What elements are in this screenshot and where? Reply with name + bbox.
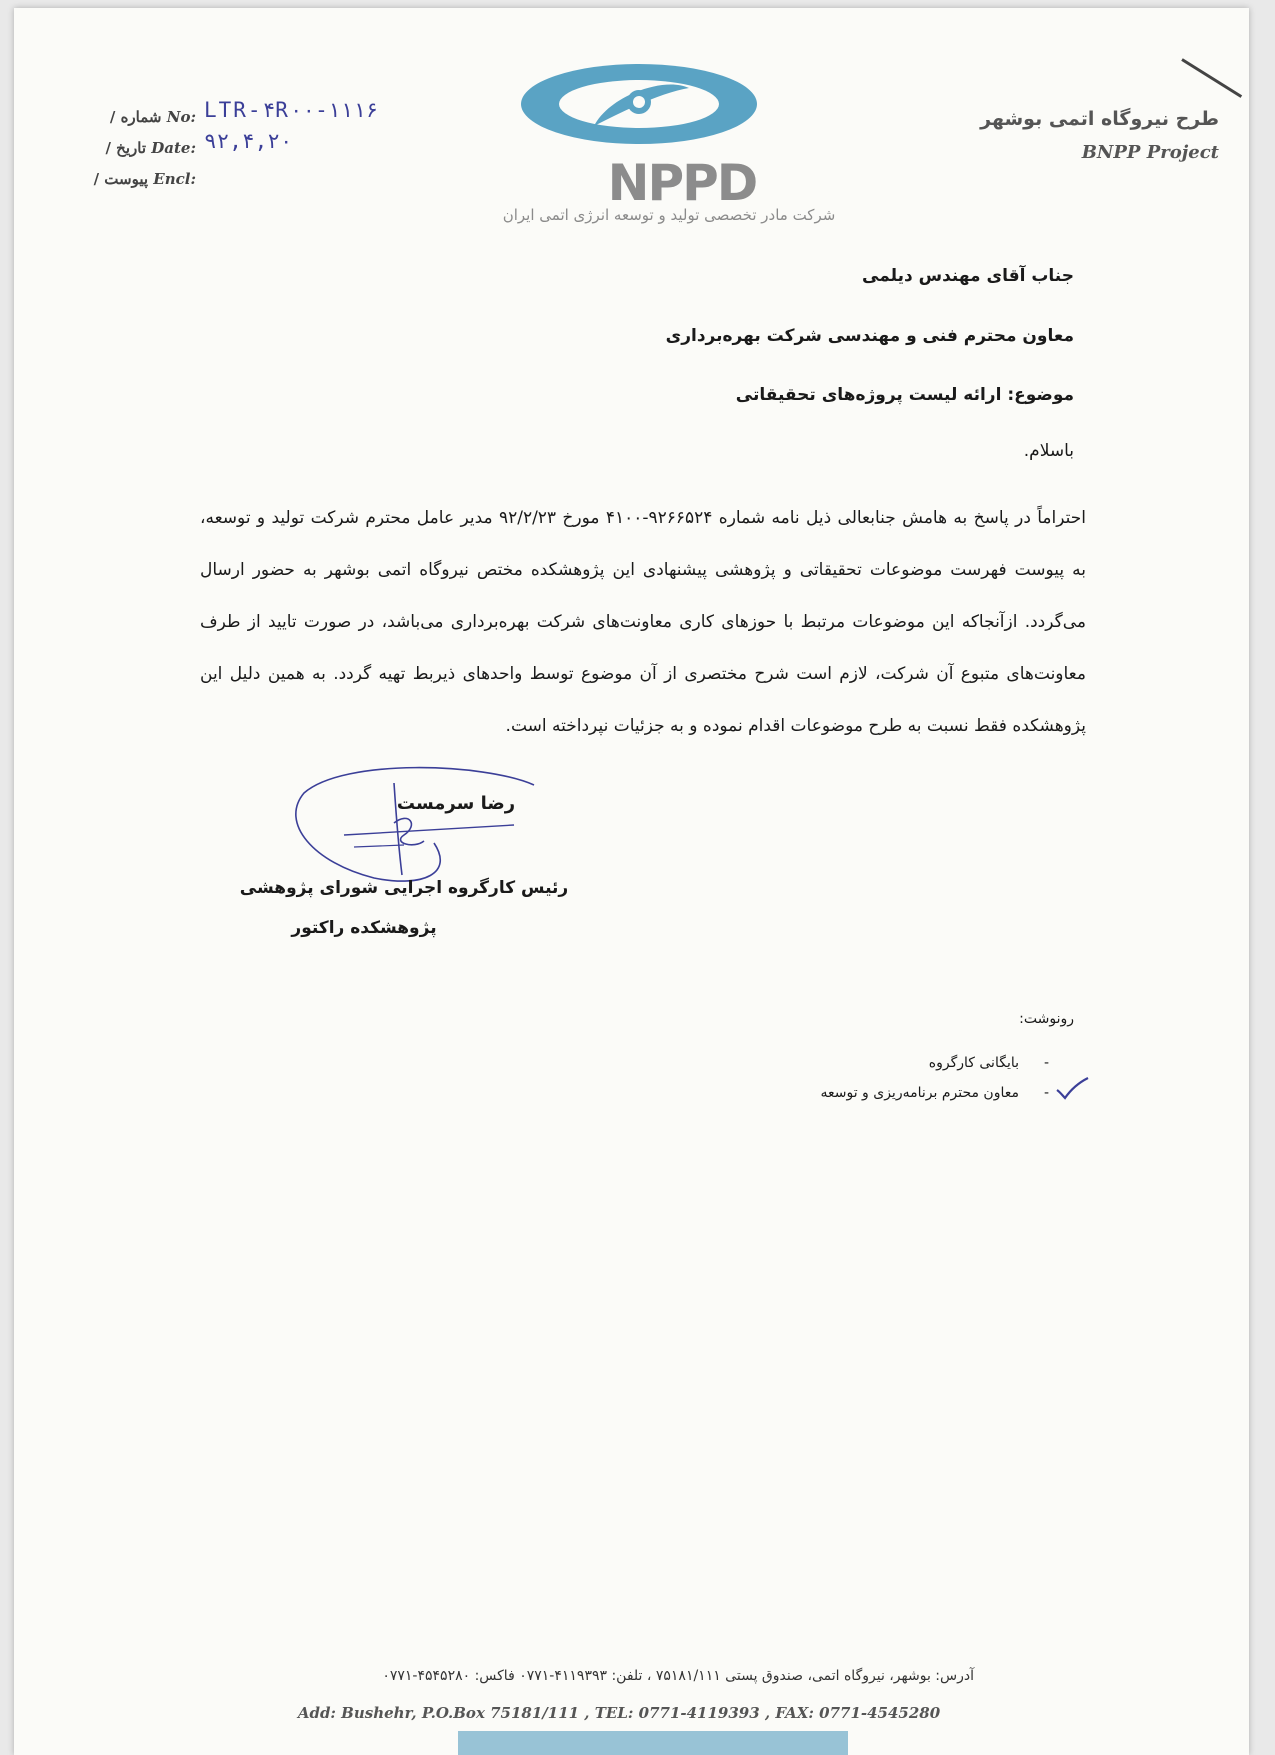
letter-date: ۹۲,۴,۲۰ xyxy=(204,129,293,153)
nppd-logo xyxy=(502,56,844,234)
staple-mark xyxy=(1181,58,1242,98)
cc-item xyxy=(649,1055,1049,1085)
footer-address-en: Add: Bushehr, P.O.Box 75181/111 , TEL: 0771-4119393 , FAX: 0771-4545280 xyxy=(297,1704,941,1722)
letter-page xyxy=(14,8,1249,1755)
signatory-name: رضا سرمست xyxy=(396,793,516,814)
handwritten-check-icon xyxy=(1054,1076,1090,1102)
letter-subject: موضوع: ارائه لیست پروژه‌های تحقیقاتی xyxy=(735,385,1074,405)
logo-subtitle: شرکت مادر تخصصی تولید و توسعه انرژی اتمی ایران xyxy=(502,206,836,224)
logo-brand-text: NPPD xyxy=(607,154,757,212)
cc-bullet: - xyxy=(1043,1055,1049,1071)
encl-label-fa: / پیوست xyxy=(93,170,149,188)
date-label-en: Date: xyxy=(151,139,196,157)
project-name-fa: طرح نیروگاه اتمی بوشهر xyxy=(980,108,1219,130)
handwritten-signature-icon xyxy=(284,763,584,893)
cc-label: رونوشت: xyxy=(1019,1011,1074,1027)
cc-list xyxy=(649,1055,1049,1115)
meta-encl-row xyxy=(76,170,396,201)
footer-address-fa: آدرس: بوشهر، نیروگاه اتمی، صندوق پستی ۷۵۱۸۱/۱۱۱ ، تلفن: ۴۱۱۹۳۹۳-۰۷۷۱ فاکس: ۴۵۴۵۲۸۰-۰۷۷۱ xyxy=(382,1668,974,1684)
greeting: باسلام. xyxy=(1023,441,1074,461)
signatory-title: رئیس کارگروه اجرایی شورای پژوهشی xyxy=(239,878,569,898)
addressee-title: معاون محترم فنی و مهندسی شرکت بهره‌برداری xyxy=(665,326,1074,346)
encl-label-en: Encl: xyxy=(153,170,196,188)
logo-emblem-icon xyxy=(514,56,844,156)
signature-block xyxy=(284,763,584,893)
footer-color-bar xyxy=(458,1731,848,1755)
letter-meta xyxy=(76,98,396,201)
letter-number: LTR-۴R۰۰-۱۱۱۶ xyxy=(204,98,379,122)
addressee-name: جناب آقای مهندس دیلمی xyxy=(862,266,1074,286)
number-label-en: No: xyxy=(166,108,196,126)
number-label-fa: / شماره xyxy=(109,108,162,126)
cc-item xyxy=(649,1085,1049,1115)
cc-item-label: معاون محترم برنامه‌ریزی و توسعه xyxy=(820,1085,1019,1101)
cc-bullet: - xyxy=(1043,1085,1049,1101)
project-header xyxy=(974,108,1219,163)
project-name-en: BNPP Project xyxy=(1081,142,1219,163)
date-label-fa: / تاریخ xyxy=(105,139,147,157)
meta-date-row xyxy=(76,129,396,170)
letter-body: احتراماً در پاسخ به هامش جنابعالی ذیل نامه شماره ۹۲۶۶۵۲۴-۴۱۰۰ مورخ ۹۲/۲/۲۳ مدیر عامل محترم شرکت تولید و توسعه، به پیوست فهرست موضوعات تحقیقاتی و پژوهشی پیشنهادی این پژوهشکده مختص نیروگاه اتمی بوشهر به حضور ارسال می‌گردد. ازآنجاکه این موضوعات مرتبط با حوزهای کاری معاونت‌های شرکت بهره‌برداری می‌باشد، در صورت تایید از طرف معاونت‌های متبوع آن شرکت، لازم است شرح مختصری از آن موضوع توسط واحدهای ذیربط تهیه گردد. به همین دلیل این پژوهشکده فقط نسبت به طرح موضوعات اقدام نموده و به جزئیات نپرداخته است. xyxy=(200,508,1086,736)
signatory-department: پژوهشکده راکتور xyxy=(291,918,437,938)
cc-item-label: بایگانی کارگروه xyxy=(928,1055,1019,1071)
